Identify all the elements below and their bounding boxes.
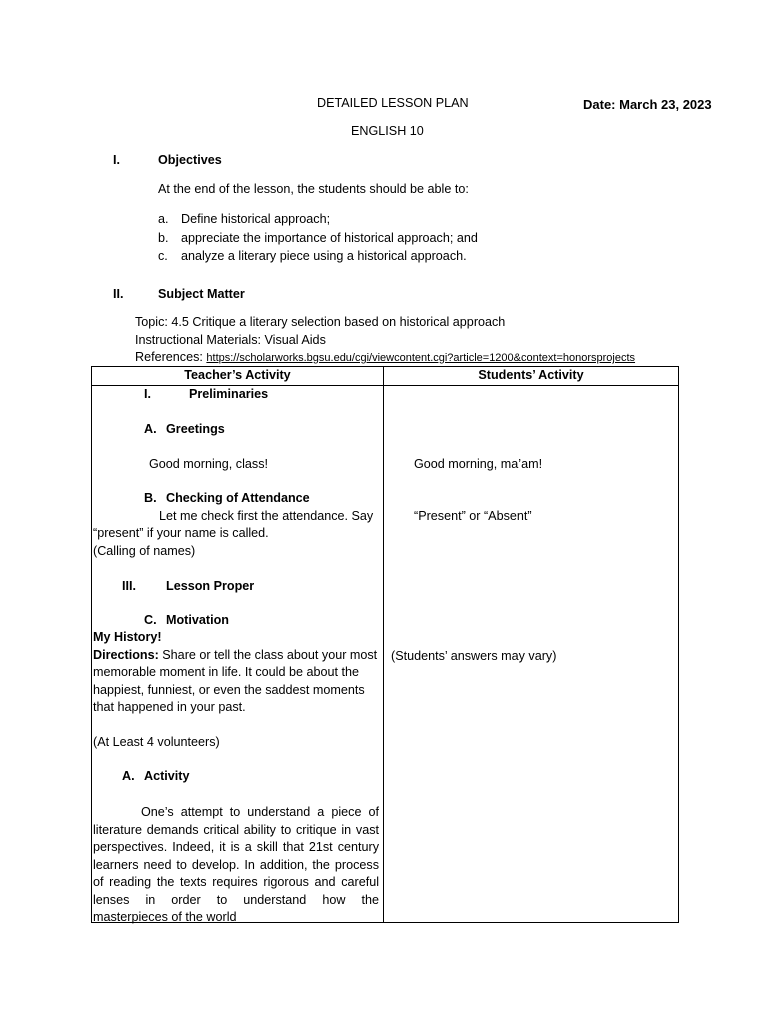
document-subject: ENGLISH 10: [351, 124, 424, 138]
attendance-text-2: “present” if your name is called.: [93, 526, 269, 540]
attendance-letter: B.: [144, 491, 157, 505]
attendance-text-3: (Calling of names): [93, 544, 196, 558]
references-label: References:: [135, 350, 203, 364]
objective-letter: c.: [158, 249, 168, 263]
directions-label: Directions:: [93, 648, 159, 662]
document-date: Date: March 23, 2023: [583, 97, 712, 112]
subject-matter-numeral: II.: [113, 287, 124, 301]
lesson-proper-heading: Lesson Proper: [166, 579, 255, 593]
activity-heading: Activity: [144, 769, 190, 783]
lesson-proper-numeral: III.: [122, 579, 136, 593]
motivation-heading: Motivation: [166, 613, 229, 627]
volunteers-note: (At Least 4 volunteers): [93, 735, 220, 749]
materials-line: Instructional Materials: Visual Aids: [135, 333, 326, 347]
greetings-heading: Greetings: [166, 422, 225, 436]
topic-line: Topic: 4.5 Critique a literary selection based on historical approach: [135, 315, 506, 329]
preliminaries-heading: Preliminaries: [189, 387, 269, 401]
teacher-activity-cell: [92, 386, 384, 923]
objectives-intro: At the end of the lesson, the students should be able to:: [158, 182, 469, 196]
directions-line-4: that happened in your past.: [93, 700, 246, 714]
objective-letter: a.: [158, 212, 169, 226]
students-activity-header: Students’ Activity: [384, 367, 679, 386]
attendance-heading: Checking of Attendance: [166, 491, 310, 505]
objectives-heading: Objectives: [158, 153, 222, 167]
references-link[interactable]: https://scholarworks.bgsu.edu/cgi/viewcontent.cgi?article=1200&context=honorsprojects: [206, 352, 636, 364]
my-history-title: My History!: [93, 630, 162, 644]
activity-paragraph: One’s attempt to understand a piece of literature demands critical ability to critique in vast perspectives. Indeed, it is a skill that 21st century learners need to develop. In addition, the process of reading the texts requires rigorous and careful lenses in order to understand how the masterpieces of the world: [93, 805, 379, 924]
table-body-row: [92, 386, 679, 923]
activity-letter: A.: [122, 769, 135, 783]
subject-matter-heading: Subject Matter: [158, 287, 245, 301]
objective-letter: b.: [158, 231, 169, 245]
directions-line-2: memorable moment in life. It could be about the: [93, 665, 360, 679]
directions-text: Share or tell the class about your most: [158, 648, 378, 662]
students-attendance-reply: “Present” or “Absent”: [414, 509, 532, 523]
activity-table: [91, 366, 679, 923]
objective-text: Define historical approach;: [181, 212, 331, 226]
directions-line-3: happiest, funniest, or even the saddest moments: [93, 683, 365, 697]
objective-text: analyze a literary piece using a historical approach.: [181, 249, 467, 263]
preliminaries-numeral: I.: [144, 387, 151, 401]
students-greeting-reply: Good morning, ma’am!: [414, 457, 543, 471]
references-line: [135, 349, 635, 366]
teacher-activity-header: Teacher’s Activity: [92, 367, 384, 386]
students-motivation-reply: (Students’ answers may vary): [391, 649, 557, 663]
teacher-greeting: Good morning, class!: [149, 457, 268, 471]
students-activity-cell: [384, 386, 679, 923]
motivation-letter: C.: [144, 613, 157, 627]
objective-text: appreciate the importance of historical approach; and: [181, 231, 478, 245]
directions-line-1: [93, 647, 377, 664]
objectives-numeral: I.: [113, 153, 120, 167]
attendance-text-1: Let me check first the attendance. Say: [159, 509, 374, 523]
table-header-row: [92, 367, 679, 386]
greetings-letter: A.: [144, 422, 157, 436]
document-title: DETAILED LESSON PLAN: [317, 96, 469, 110]
